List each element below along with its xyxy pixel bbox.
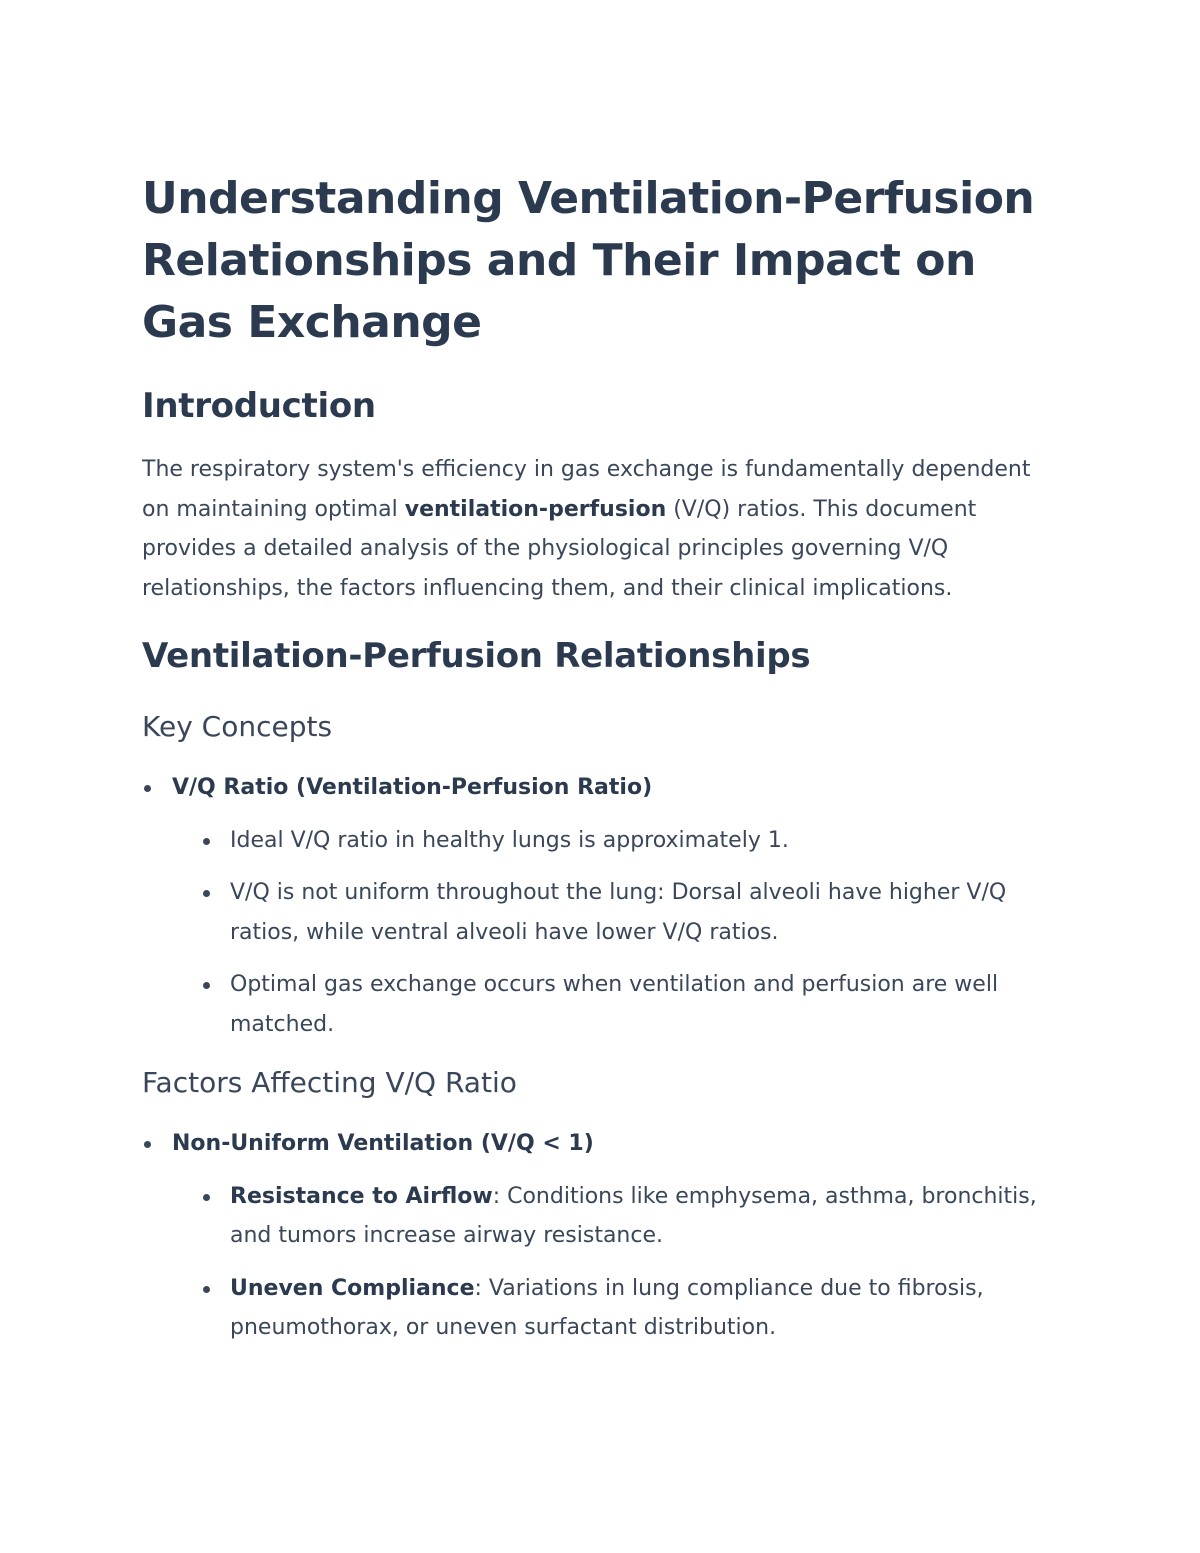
bullet-icon	[203, 982, 210, 989]
list-item	[142, 1124, 1062, 1348]
key-concepts-list	[142, 768, 1062, 1044]
key-concepts-heading: Key Concepts	[142, 710, 333, 743]
list-item	[172, 1177, 1062, 1256]
factors-sublist	[172, 1177, 1062, 1348]
introduction-heading: Introduction	[142, 386, 376, 426]
list-item-term: Resistance to Airflow	[230, 1183, 493, 1209]
intro-bold-term: ventilation-perfusion	[404, 496, 667, 522]
bullet-icon	[144, 785, 151, 792]
bullet-icon	[203, 890, 210, 897]
key-concepts-sublist	[172, 821, 1062, 1045]
list-item	[172, 821, 1062, 861]
list-item-text: : Variations in lung compliance due to fibrosis, pneumothorax, or uneven surfactant distribution.	[230, 1275, 984, 1340]
list-item	[172, 1269, 1062, 1348]
list-item-text: Optimal gas exchange occurs when ventilation and perfusion are well matched.	[230, 972, 999, 1037]
list-item	[172, 965, 1062, 1044]
section-heading: Ventilation-Perfusion Relationships	[142, 636, 811, 676]
document-page	[142, 168, 1062, 1348]
list-item	[172, 873, 1062, 952]
list-item	[142, 768, 1062, 1044]
list-item-text: : Conditions like emphysema, asthma, bronchitis, and tumors increase airway resistance.	[230, 1183, 1037, 1248]
list-item-term: Uneven Compliance	[230, 1275, 475, 1301]
intro-text-after: (V/Q) ratios. This document provides a detailed analysis of the physiological principles governing V/Q relationships, the factors influencing them, and their clinical implications.	[142, 496, 977, 601]
bullet-icon	[203, 838, 210, 845]
list-item-text: Ideal V/Q ratio in healthy lungs is approximately 1.	[230, 827, 789, 853]
bullet-icon	[203, 1194, 210, 1201]
bullet-icon	[144, 1141, 151, 1148]
document-title: Understanding Ventilation-Perfusion Relationships and Their Impact on Gas Exchange	[142, 173, 1035, 348]
list-item-label: Non-Uniform Ventilation (V/Q < 1)	[172, 1131, 594, 1156]
introduction-paragraph	[142, 450, 1062, 608]
list-item-text: V/Q is not uniform throughout the lung: Dorsal alveoli have higher V/Q ratios, while ventral alveoli have lower V/Q ratios.	[230, 880, 1007, 945]
list-item-label: V/Q Ratio (Ventilation-Perfusion Ratio)	[172, 775, 653, 800]
factors-heading: Factors Affecting V/Q Ratio	[142, 1066, 517, 1099]
factors-list	[142, 1124, 1062, 1348]
intro-text-before: The respiratory system's efficiency in gas exchange is fundamentally dependent on maintaining optimal	[142, 457, 1031, 522]
bullet-icon	[203, 1286, 210, 1293]
